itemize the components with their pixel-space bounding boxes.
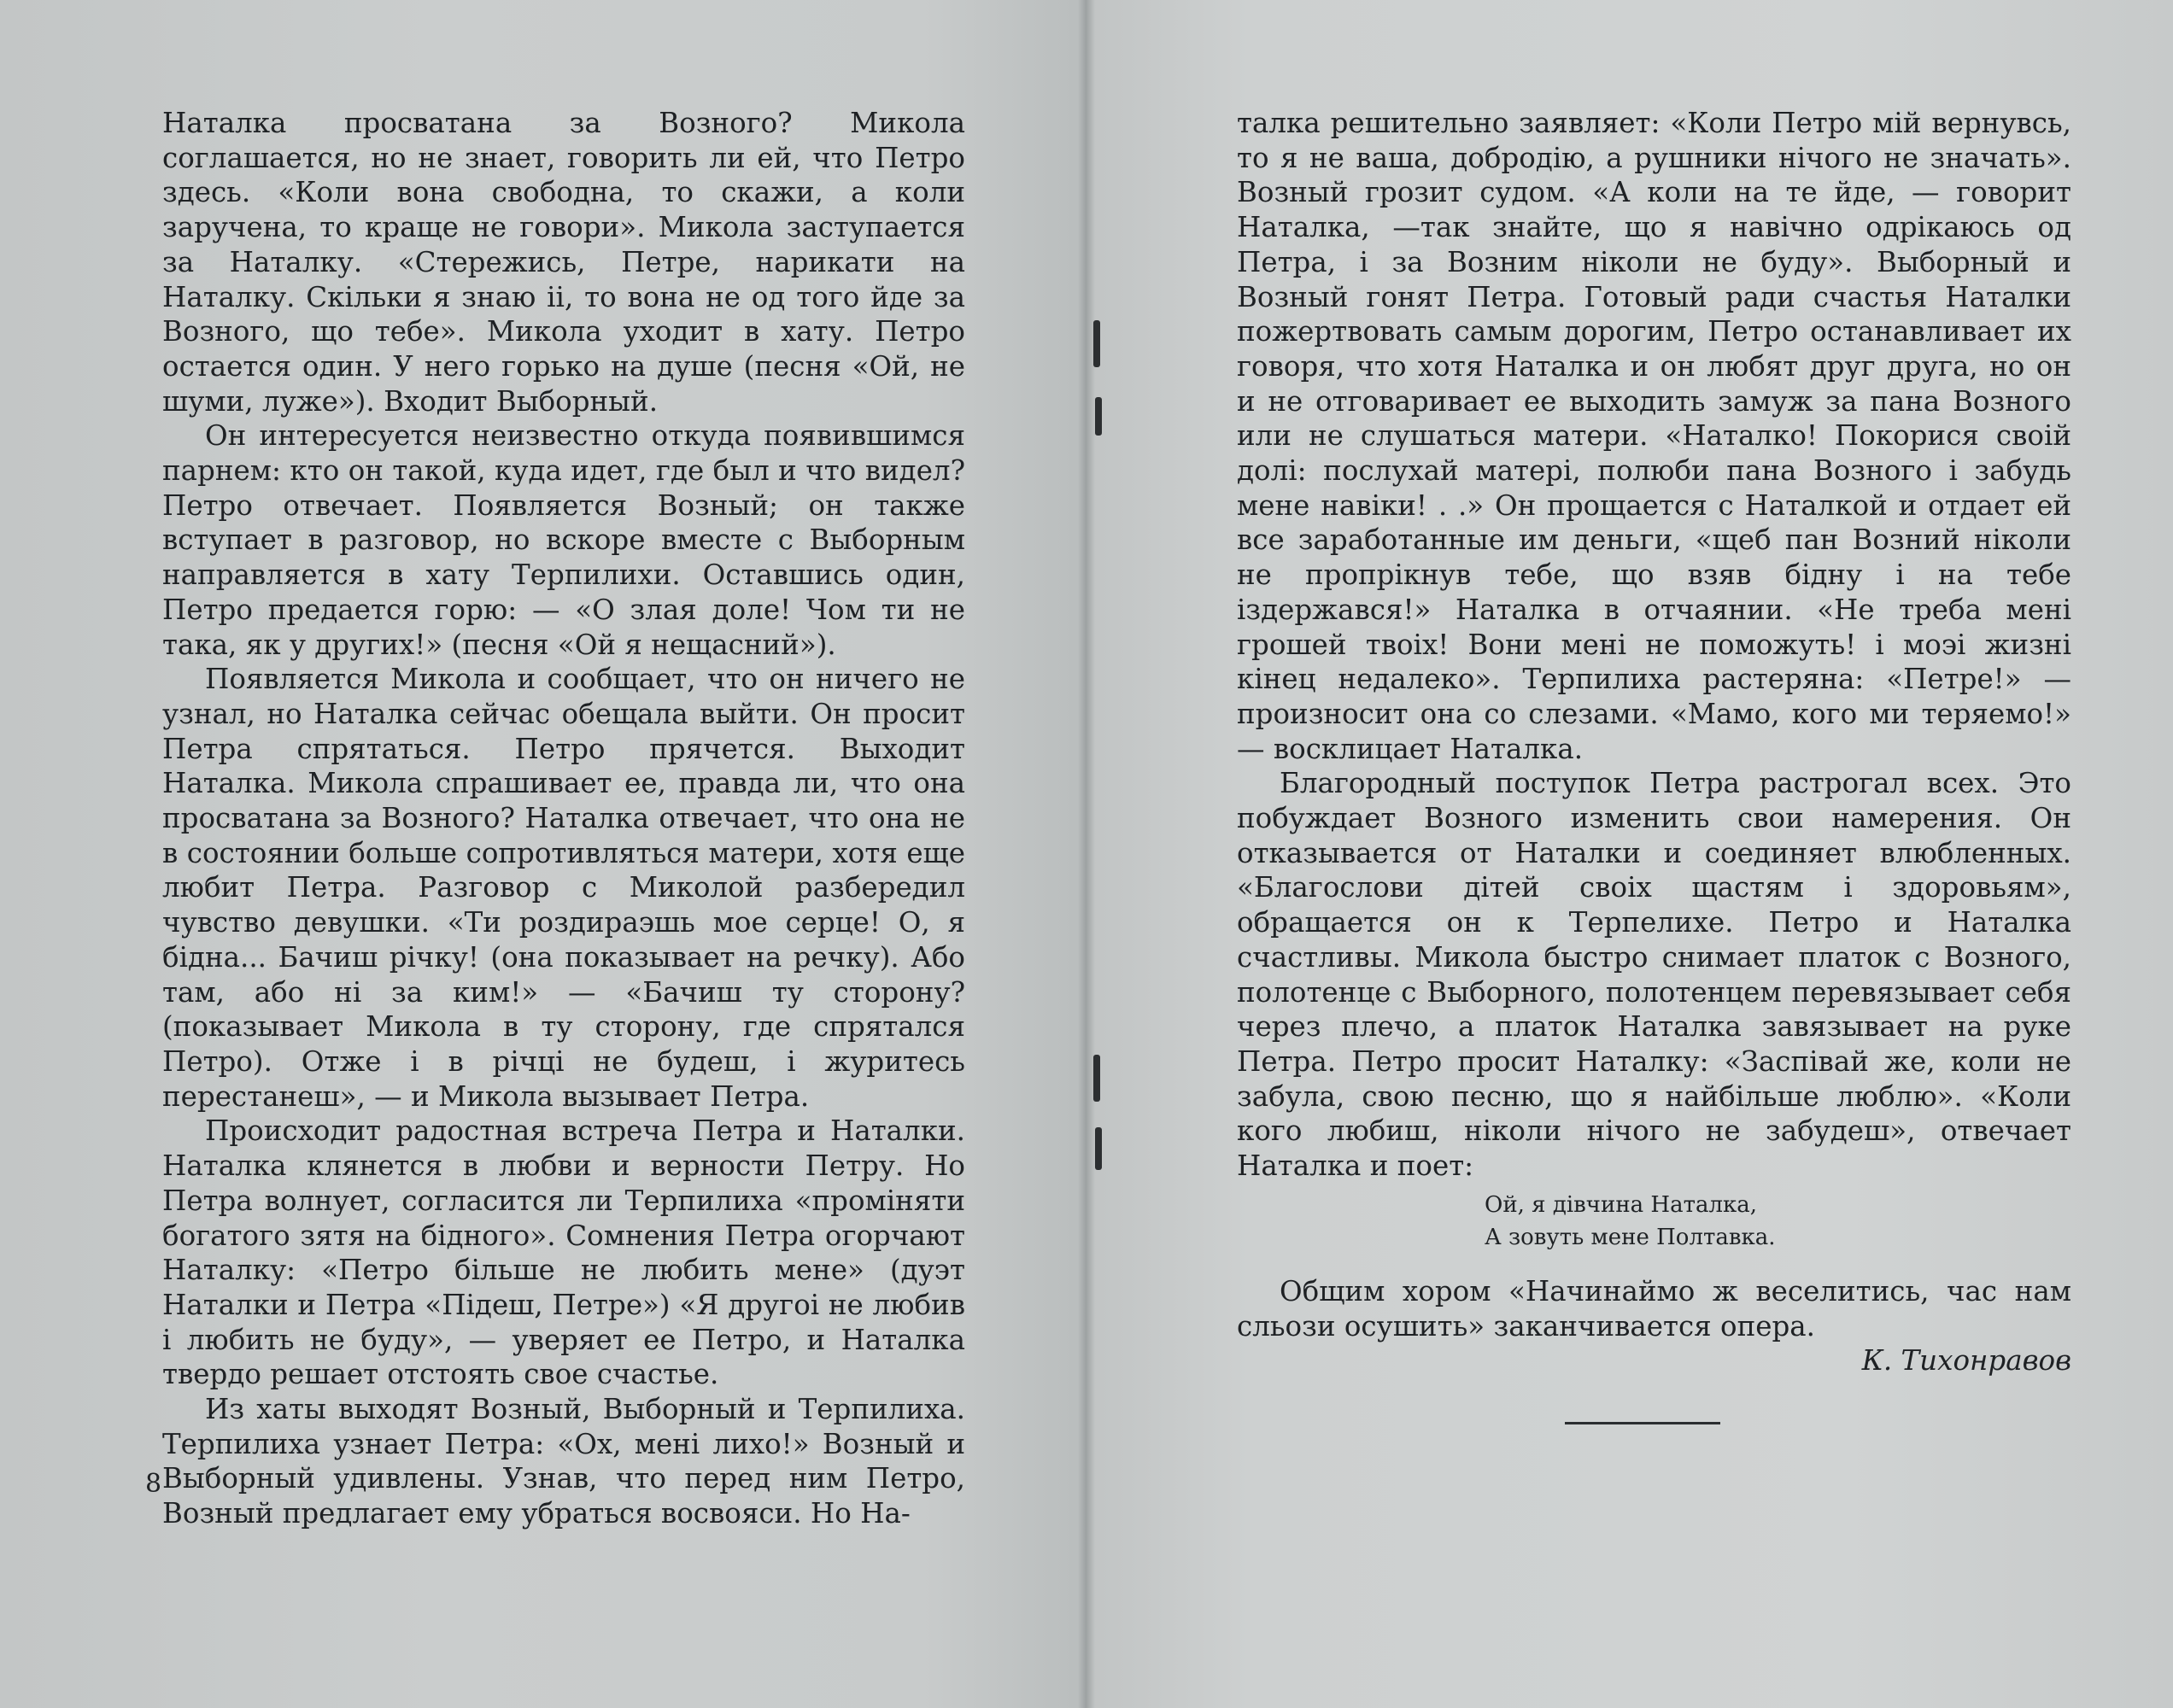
- right-paragraph-1: талка решительно заявляет: «Коли Петро мій вернувсь, то я не ваша, добродію, а рушники нічого не значать». Возный грозит судом. «А коли на те йде, — говорит Наталка, —так знайте, що я навічно одрікаюсь од Петра, і за Возним ніколи не буду». Выборный и Возный гонят Петра. Готовый ради счастья Наталки пожертвовать самым дорогим, Петро останавливает их говоря, что хотя Наталка и он любят друг друга, но он и не отговаривает ее выходить замуж за пана Возного или не слушаться матери. «Наталко! Покорися своій долі: послухай матері, полюби пана Возного і забудь мене навіки! . .» Он прощается с Наталкой и отдает ей все заработанные им деньги, «щеб пан Возний ніколи не пропрікнув тебе, що взяв бідну і на тебе іздержався!» Наталка в отчаянии. «Не треба мені грошей твоіх! Вони мені не поможуть! і моэі жизні кінец недалеко». Терпилиха растеряна: «Петре!» — произносит она со слезами. «Мамо, кого ми теряемо!» — восклицает Наталка.: [1237, 107, 2071, 765]
- end-rule-divider: [1565, 1422, 1720, 1424]
- book-gutter: [1078, 0, 1095, 1708]
- staple-top-lower: [1095, 397, 1102, 436]
- staple-bottom-upper: [1093, 1055, 1100, 1102]
- left-paragraph-2: Он интересуется неизвестно откуда появившимся парнем: кто он такой, куда идет, где был и что видел? Петро отвечает. Появляется Возный; он также вступает в разговор, но вскоре вместе с Выборным направляется в хату Терпилихи. Оставшись один, Петро предается горю: — «О злая доле! Чом ти не така, як у других!» (песня «Ой я нещасний»).: [162, 419, 965, 661]
- poem-line-2: А зовуть мене Полтавка.: [1485, 1224, 1776, 1250]
- author-signature: К. Тихонравов: [1861, 1344, 2071, 1378]
- page-number: 8: [145, 1469, 162, 1499]
- right-paragraph-2: Благородный поступок Петра растрогал всех. Это побуждает Возного изменить свои намерения. Он отказывается от Наталки и соединяет влюбленных. «Благослови дітей своіх щастям і здоровьям», обращается он к Терпелихе. Петро и Наталка счастливы. Микола быстро снимает платок с Возного, полотенце с Выборного, полотенцем перевязывает себя через плечо, а платок Наталка завязывает на руке Петра. Петро просит Наталку: «Заспівай же, коли не забула, свою песню, що я найбільше люблю». «Коли кого любиш, ніколи нічого не забудеш», отвечает Наталка и поет:: [1237, 767, 2071, 1183]
- staple-top-upper: [1093, 320, 1100, 367]
- poem-line-1: Ой, я дівчина Наталка,: [1485, 1191, 1758, 1218]
- left-page: [0, 0, 1086, 1708]
- left-paragraph-3: Появляется Микола и сообщает, что он ничего не узнал, но Наталка сейчас обещала выйти. Он просит Петра спрятаться. Петро прячется. Выходит Наталка. Микола спрашивает ее, правда ли, что она просватана за Возного? Наталка отвечает, что она не в состоянии больше сопротивляться матери, хотя еще любит Петра. Разговор с Миколой разбередил чувство девушки. «Ти роздираэшь мое серце! О, я бідна... Бачиш річку! (она показывает на речку). Або там, або ні за ким!» — «Бачиш ту сторону? (показывает Микола в ту сторону, где спрятался Петро). Отже і в річці не будеш, і журитесь перестанеш», — и Микола вызывает Петра.: [162, 663, 965, 1113]
- left-page-text: [162, 106, 965, 1531]
- left-paragraph-5: Из хаты выходят Возный, Выборный и Терпилиха. Терпилиха узнает Петра: «Ох, мені лихо!» Возный и Выборный удивлены. Узнав, что перед ним Петро, Возный предлагает ему убраться восвояси. Но На-: [162, 1393, 965, 1530]
- poem-quote: [1485, 1189, 2071, 1254]
- left-paragraph-1: Наталка просватана за Возного? Микола соглашается, но не знает, говорить ли ей, что Петро здесь. «Коли вона свободна, то скажи, а коли заручена, то краще не говори». Микола заступается за Наталку. «Стережись, Петре, нарикати на Наталку. Скільки я знаю іі, то вона не од того йде за Возного, що тебе». Микола уходит в хату. Петро остается один. У него горько на душе (песня «Ой, не шуми, луже»). Входит Выборный.: [162, 107, 965, 418]
- right-page: [1086, 0, 2173, 1708]
- staple-bottom-lower: [1095, 1127, 1102, 1170]
- final-paragraph: Общим хором «Начинаймо ж веселитись, час нам сльози осушить» заканчивается опера.: [1237, 1274, 2071, 1342]
- right-page-text: [1237, 106, 2071, 1378]
- left-paragraph-4: Происходит радостная встреча Петра и Наталки. Наталка клянется в любви и верности Петру. Но Петра волнует, согласится ли Терпилиха «проміняти богатого зятя на бідного». Сомнения Петра огорчают Наталку: «Петро більше не любить мене» (дуэт Наталки и Петра «Підеш, Петре») «Я другоі не любив і любить не буду», — уверяет ее Петро, и Наталка твердо решает отстоять свое счастье.: [162, 1114, 965, 1391]
